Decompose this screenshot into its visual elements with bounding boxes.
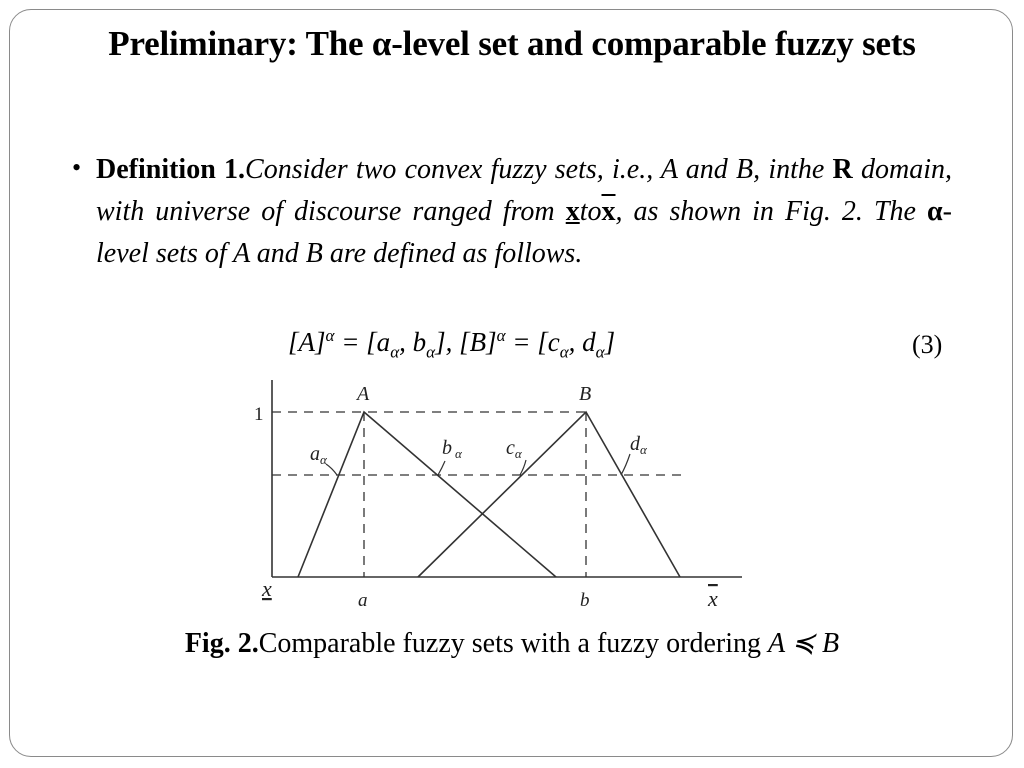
- b-alpha-leader: [438, 461, 445, 475]
- eq-sub-2: α: [426, 342, 436, 362]
- fuzzy-set-a-curve: [298, 412, 556, 577]
- x-tick-b: b: [580, 590, 590, 611]
- y-tick-one: 1: [254, 404, 264, 425]
- b-alpha-label: b $_\alpha$: [442, 437, 462, 461]
- d-alpha-leader: [621, 454, 630, 475]
- eq-part-4: ], [B]: [435, 327, 497, 357]
- fuzzy-set-b-curve: [418, 412, 680, 577]
- definition-text-3: , as shown in Fig. 2. The: [615, 196, 928, 227]
- x-tick-a: a: [358, 590, 368, 611]
- d-alpha-label: $d_\alpha$: [630, 433, 647, 457]
- a-alpha-leader: [326, 464, 337, 475]
- caption-relation: A ≼ B: [767, 628, 840, 659]
- eq-part-5: = [c: [505, 327, 560, 357]
- slide-title: Preliminary: The α-level set and comparable fuzzy sets: [108, 24, 916, 63]
- c-alpha-label: $c_\alpha$: [506, 437, 522, 461]
- peak-b-label: B: [579, 383, 592, 405]
- definition-text-1: Consider two convex fuzzy sets, i.e., A and B, inthe: [245, 154, 833, 185]
- x-upper-symbol: $\overline{x}$: [601, 196, 616, 227]
- definition-paragraph: [96, 149, 952, 275]
- a-alpha-label: $a_\alpha$: [310, 443, 327, 467]
- domain-symbol: R: [832, 154, 853, 185]
- eq-part-3: , b: [399, 327, 427, 357]
- figure-caption: [0, 626, 1024, 660]
- eq-part-7: ]: [604, 327, 616, 357]
- to-word: to: [579, 196, 602, 227]
- caption-text: Comparable fuzzy sets with a fuzzy ordering: [258, 628, 768, 659]
- eq-part-2: = [a: [334, 327, 391, 357]
- eq-sub-4: α: [595, 342, 605, 362]
- equation-number: (3): [912, 330, 943, 359]
- peak-a-label: A: [357, 383, 370, 405]
- definition-label: Definition 1.: [96, 154, 246, 185]
- fuzzy-sets-figure: [240, 376, 750, 616]
- x-lower-axis-label: x: [262, 576, 272, 601]
- eq-sup-2: α: [496, 326, 506, 345]
- eq-sub-3: α: [559, 342, 569, 362]
- eq-sup-1: α: [325, 326, 335, 345]
- definition-text-2: domain, with universe of discourse ranged from: [96, 154, 953, 227]
- eq-part-6: , d: [568, 327, 596, 357]
- x-upper-axis-label: x: [708, 586, 718, 611]
- alpha-symbol: α: [927, 196, 943, 227]
- eq-part-1: [A]: [288, 327, 326, 357]
- eq-sub-1: α: [390, 342, 400, 362]
- caption-label: Fig. 2.: [184, 628, 259, 659]
- bullet-icon: •: [72, 153, 82, 182]
- definition-text-4: -level sets of A and B are defined as follows.: [96, 196, 952, 269]
- equation-3: [288, 326, 615, 362]
- x-lower-symbol: x: [565, 196, 580, 227]
